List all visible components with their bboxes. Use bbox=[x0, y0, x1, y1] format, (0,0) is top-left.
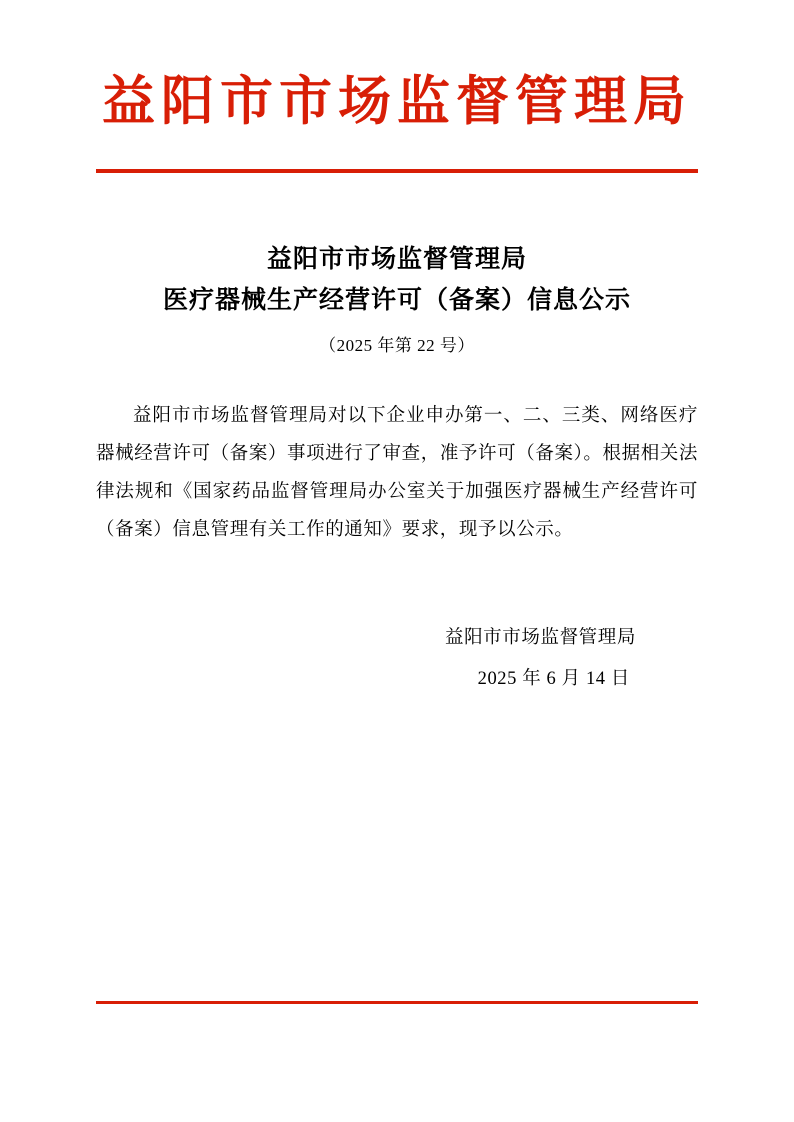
document-body bbox=[96, 398, 698, 550]
body-paragraph: 益阳市市场监督管理局对以下企业申办第一、二、三类、网络医疗器械经营许可（备案）事项进行了审查，准予许可（备案）。根据相关法律法规和《国家药品监督管理局办公室关于加强医疗器械生产经营许可（备案）信息管理有关工作的通知》要求，现予以公示。 bbox=[96, 406, 698, 541]
signature-block bbox=[96, 618, 698, 699]
masthead-title: 益阳市市场监督管理局 bbox=[102, 73, 692, 131]
masthead bbox=[96, 0, 698, 173]
document-title-line-1: 益阳市市场监督管理局 bbox=[266, 244, 527, 273]
document-title-line-2: 医疗器械生产经营许可（备案）信息公示 bbox=[162, 286, 631, 315]
footer-divider bbox=[96, 1001, 698, 1004]
masthead-divider bbox=[96, 169, 698, 173]
document-title-block bbox=[96, 239, 698, 357]
document-number: （2025 年第 22 号） bbox=[319, 336, 475, 356]
signature-date: 2025 年 6 月 14 日 bbox=[477, 668, 630, 689]
signature-organization: 益阳市市场监督管理局 bbox=[444, 628, 636, 649]
